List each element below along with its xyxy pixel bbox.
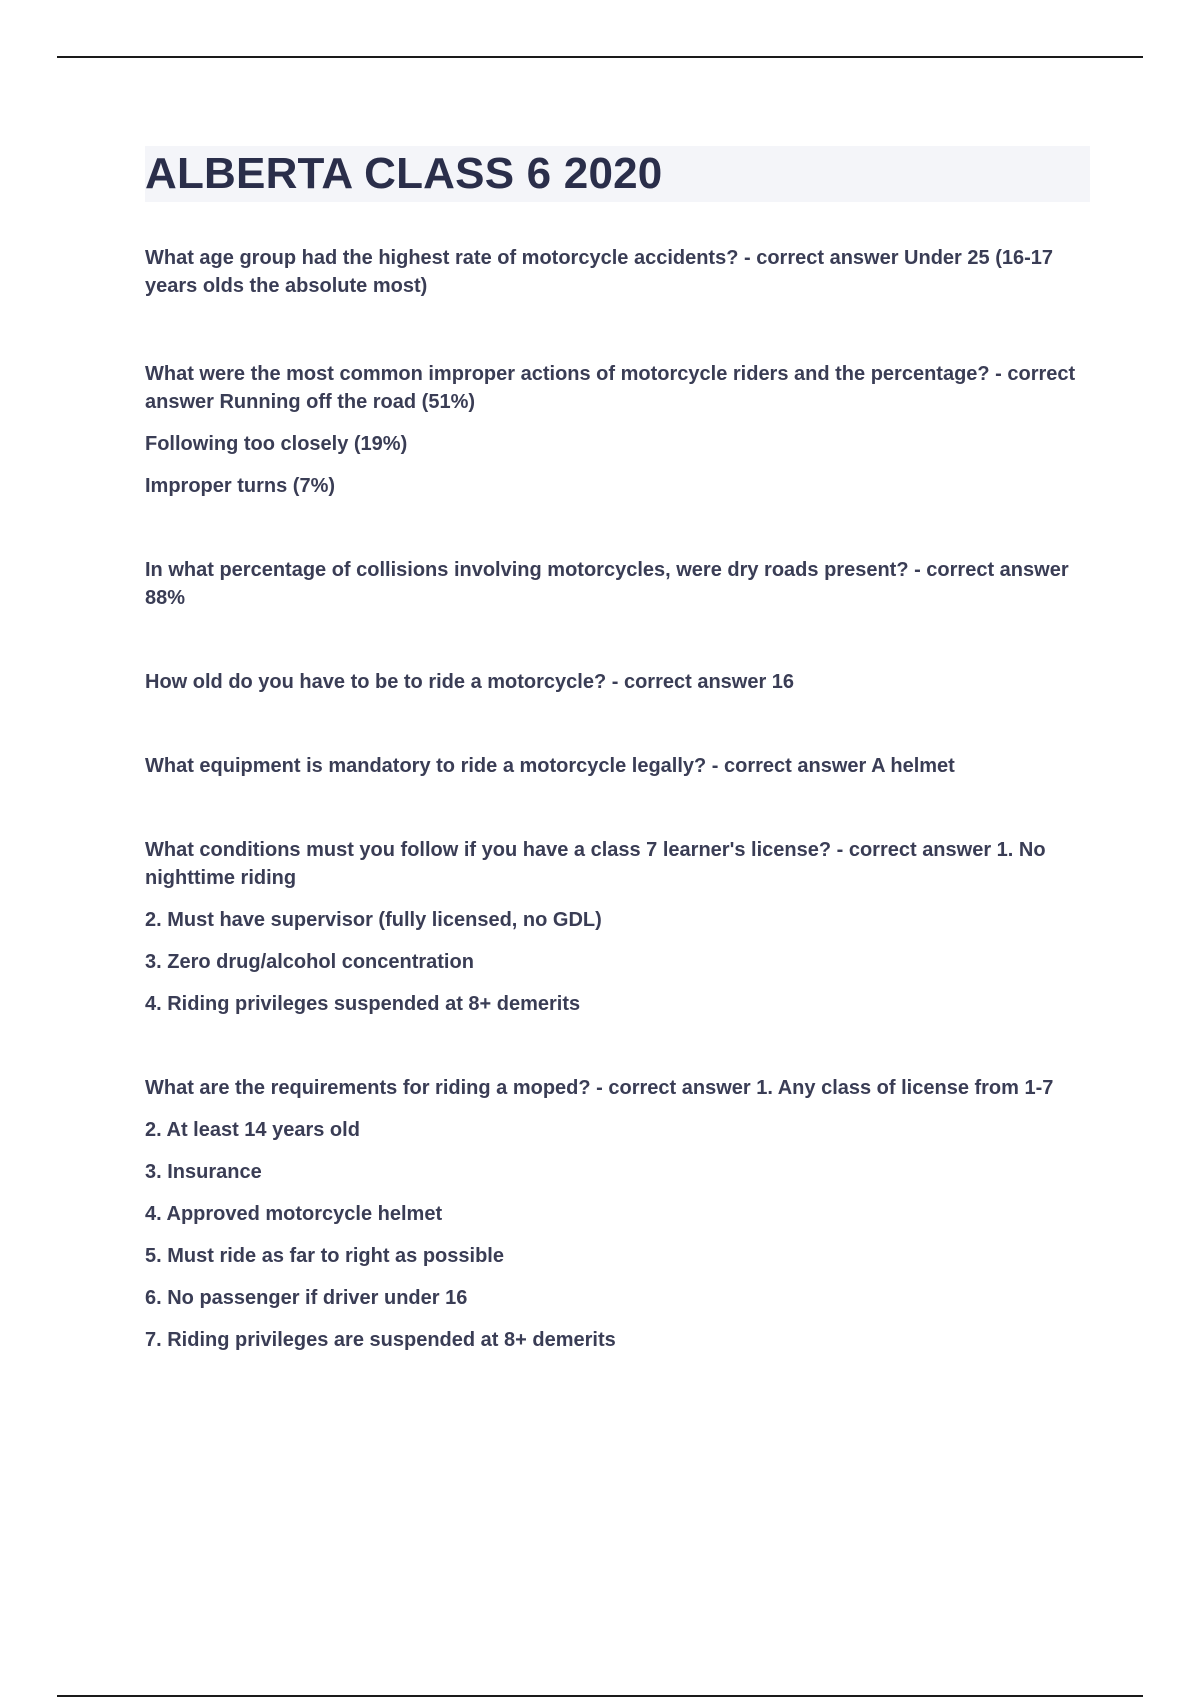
answer-line: 4. Approved motorcycle helmet [145,1203,443,1225]
qa-item [145,556,1090,612]
qa-item [145,360,1090,500]
page-title: ALBERTA CLASS 6 2020 [145,149,663,198]
top-rule [57,56,1143,58]
title-banner [145,146,1090,202]
qa-item [145,1074,1090,1354]
qa-text: What are the requirements for riding a moped? - correct answer 1. Any class of license from 1-7 [145,1077,1054,1099]
answer-line: 6. No passenger if driver under 16 [145,1287,468,1309]
answer-line: 3. Zero drug/alcohol concentration [145,951,474,973]
answer-line: 5. Must ride as far to right as possible [145,1245,504,1267]
qa-item [145,836,1090,1018]
answer-line: 3. Insurance [145,1161,262,1183]
document-body [145,146,1090,1410]
qa-text: What equipment is mandatory to ride a motorcycle legally? - correct answer A helmet [145,755,955,777]
qa-item [145,244,1090,300]
qa-text: What were the most common improper actions of motorcycle riders and the percentage? - correct answer Running off the road (51%) [145,363,1076,413]
qa-text: How old do you have to be to ride a motorcycle? - correct answer 16 [145,671,795,693]
answer-line: 2. At least 14 years old [145,1119,360,1141]
qa-item [145,752,1090,780]
bottom-rule [57,1695,1143,1697]
qa-text: What conditions must you follow if you have a class 7 learner's license? - correct answer 1. No nighttime riding [145,839,1046,889]
answer-line: Following too closely (19%) [145,433,408,455]
answer-line: 4. Riding privileges suspended at 8+ demerits [145,993,581,1015]
qa-item [145,668,1090,696]
answer-line: Improper turns (7%) [145,475,336,497]
qa-text: What age group had the highest rate of motorcycle accidents? - correct answer Under 25 (16-17 years olds the absolute most) [145,247,1054,297]
answer-line: 7. Riding privileges are suspended at 8+ demerits [145,1329,616,1351]
answer-line: 2. Must have supervisor (fully licensed, no GDL) [145,909,602,931]
qa-text: In what percentage of collisions involving motorcycles, were dry roads present? - correct answer 88% [145,559,1069,609]
